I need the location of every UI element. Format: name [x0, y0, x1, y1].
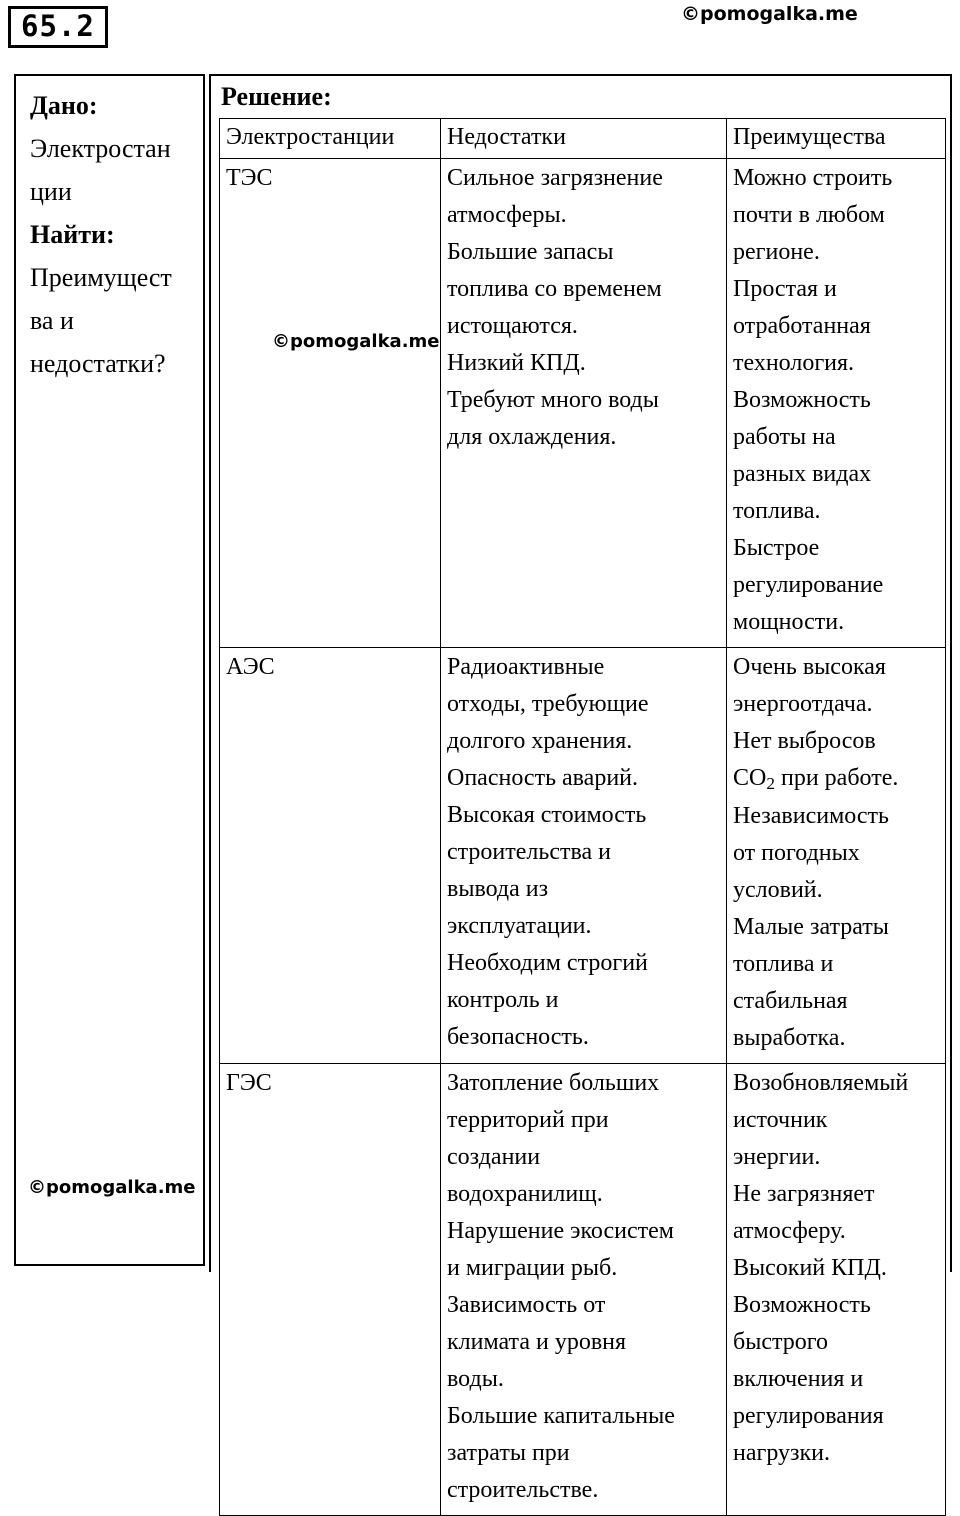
cell-text-line: регионе. — [733, 239, 820, 265]
table-row — [220, 648, 946, 1064]
cell-text-line: Сильное загрязнение — [447, 165, 663, 191]
watermark-in-table-cell: ©pomogalka.me — [272, 331, 440, 352]
cell-text-line: Простая и — [733, 276, 837, 302]
cell-text-line: строительства и — [447, 839, 611, 865]
cell-text-line: климата и уровня — [447, 1329, 627, 1355]
cell-text-line: Зависимость от — [447, 1292, 606, 1318]
cell-text-line: Возможность — [733, 387, 871, 413]
cell-text-line: работы на — [733, 424, 836, 450]
cell-text-line: Не загрязняет — [733, 1181, 875, 1207]
cell-text-line: энергоотдача. — [733, 691, 873, 717]
given-value-line-2: ции — [30, 177, 72, 206]
cell-text-line: Большие запасы — [447, 239, 614, 265]
find-label: Найти: — [30, 220, 115, 249]
cell-text-line: $CO_2$ при работе. — [733, 765, 899, 794]
watermark-top: ©pomogalka.me — [681, 3, 858, 25]
cell-text-line: безопасность. — [447, 1024, 589, 1050]
solution-title: Решение: — [221, 82, 332, 111]
cell-text-line: Требуют много воды — [447, 387, 659, 413]
cell-text-line: Опасность аварий. — [447, 765, 639, 791]
cell-text-line: включения и — [733, 1366, 864, 1392]
cell-text-line: для охлаждения. — [447, 424, 617, 450]
given-panel — [14, 74, 205, 1266]
cell-text-line: Высокая стоимость — [447, 802, 647, 828]
cell-station-name: ГЭС — [220, 1064, 441, 1516]
table-row — [220, 1064, 946, 1516]
cell-text-line: атмосферы. — [447, 202, 567, 228]
cell-disadvantages — [441, 648, 727, 1064]
cell-text-line: разных видах — [733, 461, 872, 487]
cell-advantages — [727, 1064, 946, 1516]
cell-text-line: регулирование — [733, 572, 884, 598]
cell-text-line: Радиоактивные — [447, 654, 605, 680]
cell-text-line: топлива и — [733, 951, 834, 977]
cell-advantages — [727, 648, 946, 1064]
cell-text-line: Быстрое — [733, 535, 820, 561]
cell-text-line: Возобновляемый — [733, 1070, 909, 1096]
cell-text-line: нагрузки. — [733, 1440, 831, 1466]
cell-text-line: от погодных — [733, 840, 860, 866]
cell-text-line: топлива. — [733, 498, 821, 524]
cell-text-line: эксплуатации. — [447, 913, 592, 939]
cell-text-line: водохранилищ. — [447, 1181, 603, 1207]
cell-text-line: Низкий КПД. — [447, 350, 586, 376]
cell-text-line: Большие капитальные — [447, 1403, 675, 1429]
given-label: Дано: — [30, 91, 98, 120]
cell-text-line: энергии. — [733, 1144, 821, 1170]
header-stations: Электростанции — [220, 119, 441, 159]
cell-text-line: Высокий КПД. — [733, 1255, 887, 1281]
watermark-bottom-left: ©pomogalka.me — [28, 1177, 196, 1198]
cell-text-line: Нарушение экосистем — [447, 1218, 674, 1244]
given-value-line-1: Электростан — [30, 134, 171, 163]
cell-text-line: мощности. — [733, 609, 845, 635]
cell-text-line: территорий при — [447, 1107, 609, 1133]
cell-text-line: Возможность — [733, 1292, 871, 1318]
cell-text-line: почти в любом — [733, 202, 885, 228]
cell-text-line: Очень высокая — [733, 654, 886, 680]
cell-text-line: Необходим строгий — [447, 950, 648, 976]
table-row — [220, 159, 946, 648]
cell-advantages — [727, 159, 946, 648]
cell-text-line: условий. — [733, 877, 823, 903]
cell-text-line: воды. — [447, 1366, 504, 1392]
cell-text-line: затраты при — [447, 1440, 570, 1466]
find-value-line-1: Преимущест — [30, 263, 172, 292]
cell-text-line: истощаются. — [447, 313, 578, 339]
cell-text-line: технология. — [733, 350, 855, 376]
table-header-row — [220, 119, 946, 159]
cell-text-line: выработка. — [733, 1025, 846, 1051]
find-value-line-3: недостатки? — [30, 349, 166, 378]
cell-text-line: атмосферу. — [733, 1218, 846, 1244]
cell-text-line: отработанная — [733, 313, 871, 339]
cell-text-line: Малые затраты — [733, 914, 889, 940]
task-number: 65.2 — [21, 9, 95, 43]
cell-text-line: создании — [447, 1144, 541, 1170]
cell-text-line: Нет выбросов — [733, 728, 876, 754]
cell-text-line: строительстве. — [447, 1477, 599, 1503]
cell-text-line: отходы, требующие — [447, 691, 649, 717]
cell-text-line: источник — [733, 1107, 828, 1133]
find-value-line-2: ва и — [30, 306, 74, 335]
cell-station-name: ТЭС — [220, 159, 441, 648]
cell-text-line: Независимость — [733, 803, 889, 829]
cell-text-line: долгого хранения. — [447, 728, 633, 754]
header-disadvantages: Недостатки — [441, 119, 727, 159]
cell-text-line: регулирования — [733, 1403, 884, 1429]
header-advantages: Преимущества — [727, 119, 946, 159]
cell-text-line: стабильная — [733, 988, 848, 1014]
cell-text-line: вывода из — [447, 876, 549, 902]
cell-text-line: Можно строить — [733, 165, 893, 191]
cell-text-line: контроль и — [447, 987, 559, 1013]
cell-text-line: Затопление больших — [447, 1070, 660, 1096]
cell-disadvantages — [441, 159, 727, 648]
task-number-box — [8, 6, 108, 48]
cell-text-line: топлива со временем — [447, 276, 662, 302]
cell-disadvantages — [441, 1064, 727, 1516]
cell-text-line: быстрого — [733, 1329, 829, 1355]
cell-text-line: и миграции рыб. — [447, 1255, 618, 1281]
cell-station-name: АЭС — [220, 648, 441, 1064]
stations-comparison-table — [219, 118, 946, 1516]
